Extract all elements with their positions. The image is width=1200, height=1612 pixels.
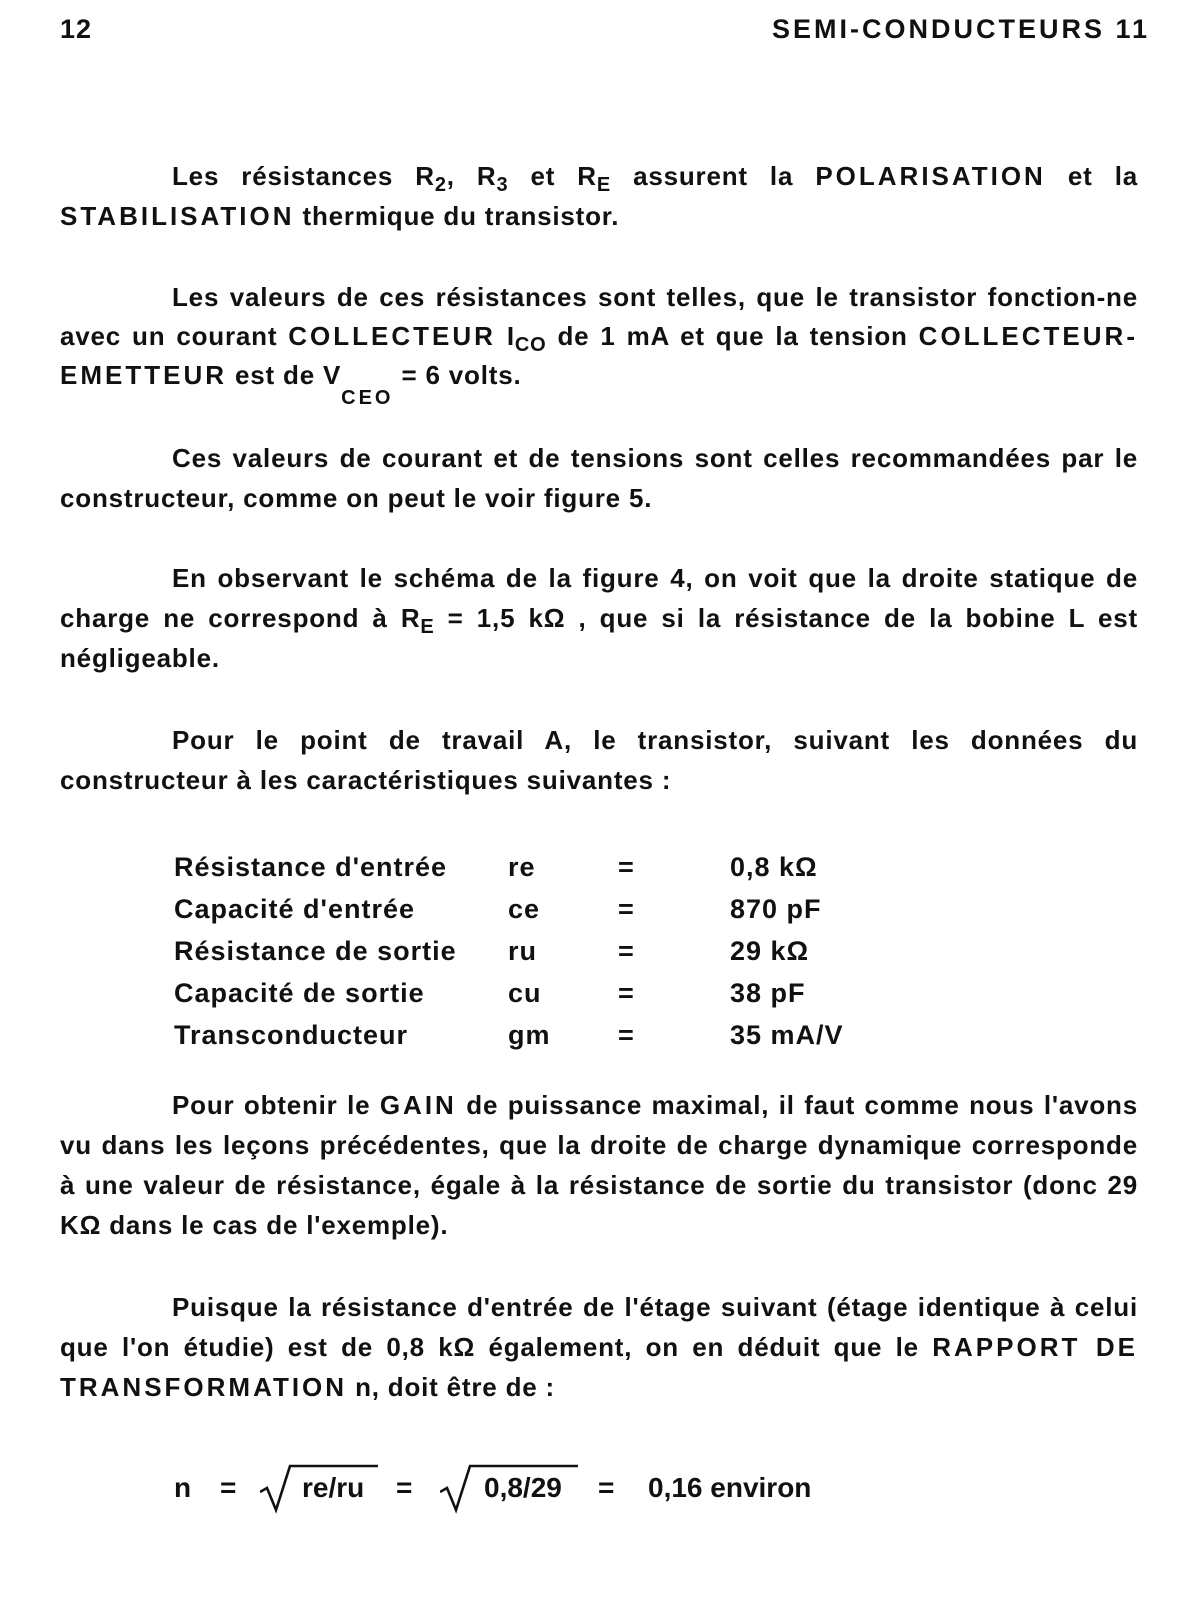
formula-equals: =: [598, 1472, 615, 1503]
spec-label: Transconducteur: [174, 1020, 409, 1050]
spec-equals: =: [618, 1020, 635, 1050]
spec-symbol: cu: [508, 978, 542, 1008]
spec-equals: =: [618, 936, 635, 966]
spec-equals: =: [618, 978, 635, 1008]
spec-value: 29 kΩ: [730, 936, 810, 966]
spec-label: Capacité de sortie: [174, 978, 425, 1008]
paragraph-constructeur: Ces valeurs de courant et de tensions sont celles recommandées par le constructeur, comme on peut le voir figure 5.: [60, 443, 1138, 513]
paragraph-rapport: Puisque la résistance d'entrée de l'étage suivant (étage identique à celui que l'on étudie) est de 0,8 kΩ également, on en déduit que le RAPPORT DE TRANSFORMATION n, doit être de :: [60, 1292, 1138, 1402]
spec-label: Résistance d'entrée: [174, 852, 448, 882]
spec-value: 870 pF: [730, 894, 822, 924]
paragraph-valeurs: Les valeurs de ces résistances sont telles, que le transistor fonction-ne avec un courant COLLECTEUR $I_{CO}$ de 1 mA et que la tension COLLECTEUR-EMETTEUR est de $V_{CEO} = 6$ volts.: [60, 282, 1138, 409]
paragraph-gain: Pour obtenir le GAIN de puissance maximal, il faut comme nous l'avons vu dans les leçons précédentes, que la droite de charge dynamique corresponde à une valeur de résistance, égale à la résistance de sortie du transistor (donc 29 KΩ dans le cas de l'exemple).: [60, 1090, 1138, 1240]
paragraph-droite-statique: En observant le schéma de la figure 4, on voit que la droite statique de charge ne correspond à $R_E = 1,5$ kΩ , que si la résistance de la bobine L est négligeable.: [60, 563, 1138, 673]
spec-label: Résistance de sortie: [174, 936, 457, 966]
spec-value: 38 pF: [730, 978, 806, 1008]
formula-radicand-2: 0,8/29: [484, 1472, 562, 1503]
formula-variable: n: [174, 1472, 192, 1503]
spec-equals: =: [618, 894, 635, 924]
paragraph-point-travail: Pour le point de travail A, le transistor, suivant les données du constructeur à les caractéristiques suivantes :: [60, 725, 1138, 795]
spec-value: 35 mA/V: [730, 1020, 844, 1050]
paragraph-polarisation: Les résistances $R_2$, $R_3$ et $R_E$ assurent la POLARISATION et la STABILISATION thermique du transistor.: [60, 161, 1139, 231]
formula-equals: =: [396, 1472, 413, 1503]
spec-symbol: gm: [508, 1020, 551, 1050]
spec-equals: =: [618, 852, 635, 882]
page-header-title: SEMI-CONDUCTEURS 11: [771, 14, 1150, 44]
formula-result: 0,16 environ: [648, 1472, 812, 1503]
transformation-ratio-formula: [174, 1462, 874, 1522]
spec-symbol: ru: [508, 936, 537, 966]
spec-value: 0,8 kΩ: [730, 852, 818, 882]
spec-symbol: ce: [508, 894, 541, 924]
page-number: 12: [60, 14, 93, 44]
spec-label: Capacité d'entrée: [174, 894, 416, 924]
formula-radicand-1: re/ru: [302, 1472, 365, 1503]
formula-equals: =: [220, 1472, 237, 1503]
spec-symbol: re: [508, 852, 536, 882]
